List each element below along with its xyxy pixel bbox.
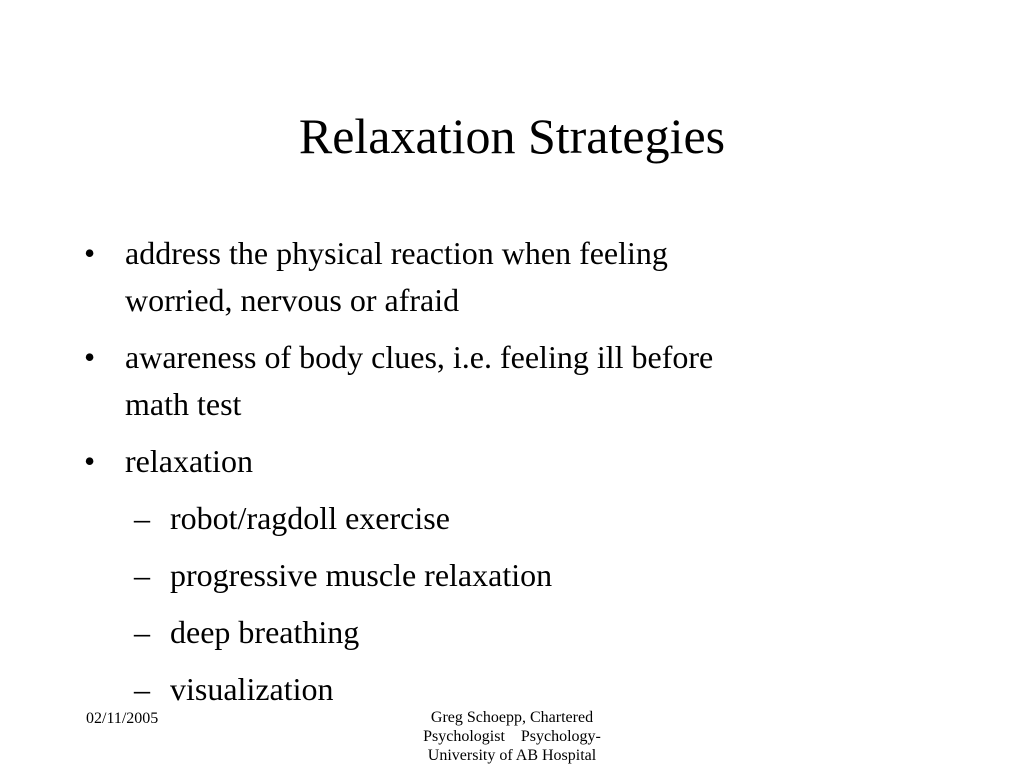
sub-bullet-marker: – [134,614,150,650]
footer-date: 02/11/2005 [86,710,159,727]
footer-author-line: Psychologist Psychology- [423,728,601,745]
footer-author [380,708,644,765]
bullet-item [84,334,944,428]
sub-bullet-marker: – [134,671,150,707]
sub-list-container [84,495,944,713]
sub-bullet-item [84,609,944,656]
sub-bullet-text: visualization [170,671,334,707]
sub-bullet-text: deep breathing [170,614,360,650]
bullet-text-line: relaxation [125,443,253,479]
sub-bullet-list [84,495,944,713]
sub-bullet-marker: – [134,500,150,536]
slide-title: Relaxation Strategies [298,108,726,164]
sub-bullet-item [84,495,944,542]
bullet-text-line: address the physical reaction when feeling [125,235,668,271]
bullet-item [84,438,944,485]
sub-bullet-item [84,552,944,599]
footer-author-line: Greg Schoepp, Chartered [430,709,594,726]
bullet-text-line: awareness of body clues, i.e. feeling ill before [125,339,714,375]
footer-author-line: University of AB Hospital [427,747,597,764]
bullet-item [84,230,944,324]
bullet-text-line: worried, nervous or afraid [125,282,460,318]
sub-bullet-text: robot/ragdoll exercise [170,500,450,536]
bullet-marker: • [84,235,96,271]
sub-bullet-marker: – [134,557,150,593]
sub-bullet-text: progressive muscle relaxation [170,557,553,593]
bullet-marker: • [84,443,96,479]
sub-bullet-item [84,666,944,713]
bullet-marker: • [84,339,96,375]
bullet-list [84,230,944,723]
bullet-text-line: math test [125,386,242,422]
